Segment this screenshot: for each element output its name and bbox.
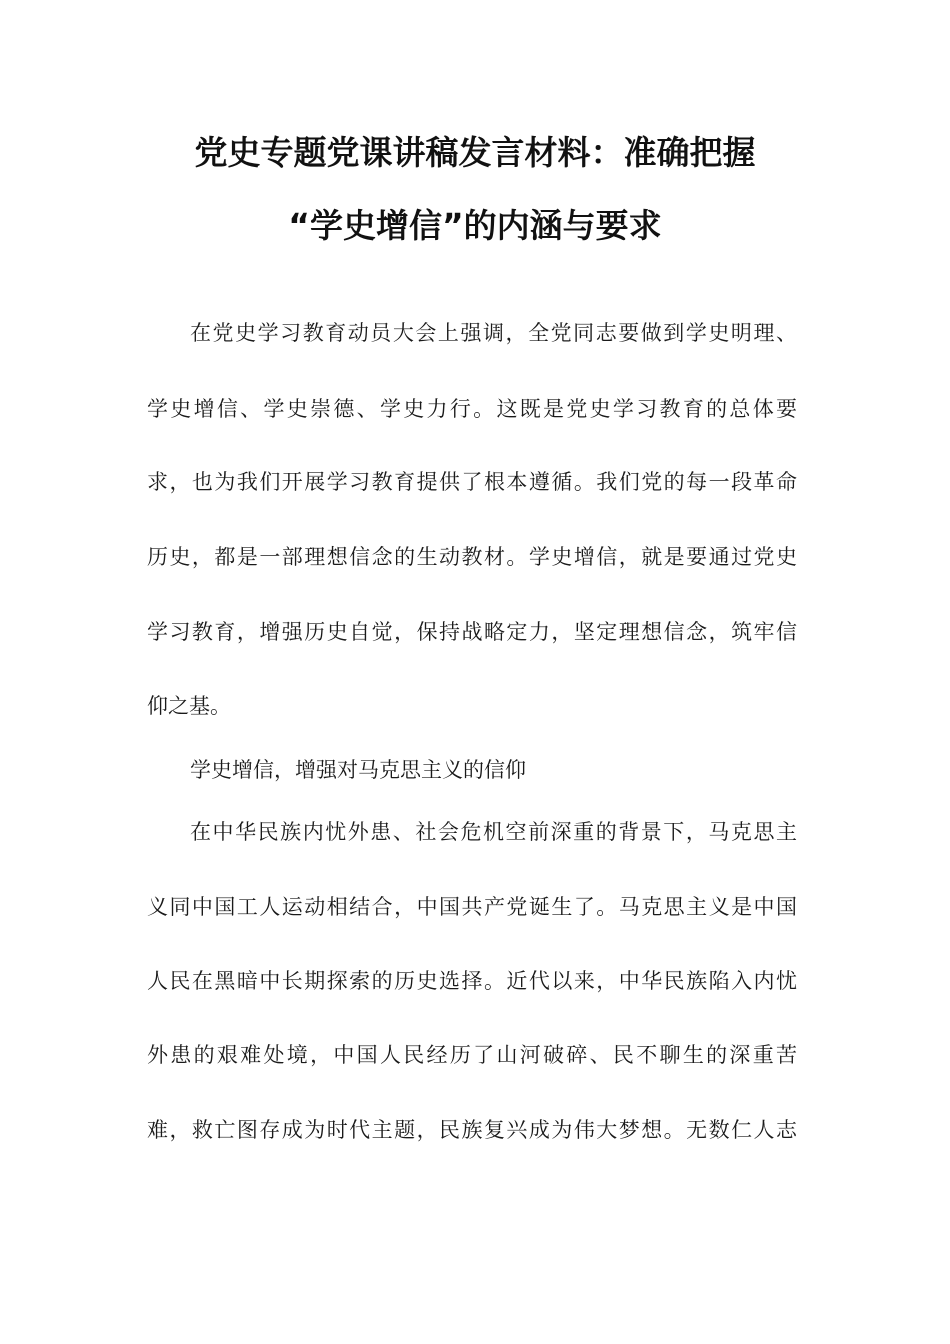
document-title-line-2: “学史增信”的内涵与要求 <box>288 206 662 245</box>
paragraph-2-line-1: 在中华民族内忧外患、社会危机空前深重的背景下，马克思主 <box>190 820 797 844</box>
paragraph-1-line-1: 在党史学习教育动员大会上强调，全党同志要做到学史明理、 <box>190 321 797 345</box>
document-title-line-1: 党史专题党课讲稿发言材料：准确把握 <box>194 133 756 172</box>
paragraph-2-line-2: 义同中国工人运动相结合，中国共产党诞生了。马克思主义是中国 <box>147 895 797 919</box>
paragraph-2-line-3: 人民在黑暗中长期探索的历史选择。近代以来，中华民族陷入内忧 <box>147 969 797 993</box>
paragraph-1-line-3: 求，也为我们开展学习教育提供了根本遵循。我们党的每一段革命 <box>147 470 797 494</box>
paragraph-1-line-2: 学史增信、学史崇德、学史力行。这既是党史学习教育的总体要 <box>147 397 797 421</box>
section-heading: 学史增信，增强对马克思主义的信仰 <box>190 758 526 782</box>
paragraph-1-line-6: 仰之基。 <box>147 694 231 718</box>
paragraph-1-line-5: 学习教育，增强历史自觉，保持战略定力，坚定理想信念，筑牢信 <box>147 620 797 644</box>
paragraph-2-line-5: 难，救亡图存成为时代主题，民族复兴成为伟大梦想。无数仁人志 <box>147 1118 797 1142</box>
paragraph-2-line-4: 外患的艰难处境，中国人民经历了山河破碎、民不聊生的深重苦 <box>147 1043 797 1067</box>
paragraph-1-line-4: 历史，都是一部理想信念的生动教材。学史增信，就是要通过党史 <box>147 545 797 569</box>
